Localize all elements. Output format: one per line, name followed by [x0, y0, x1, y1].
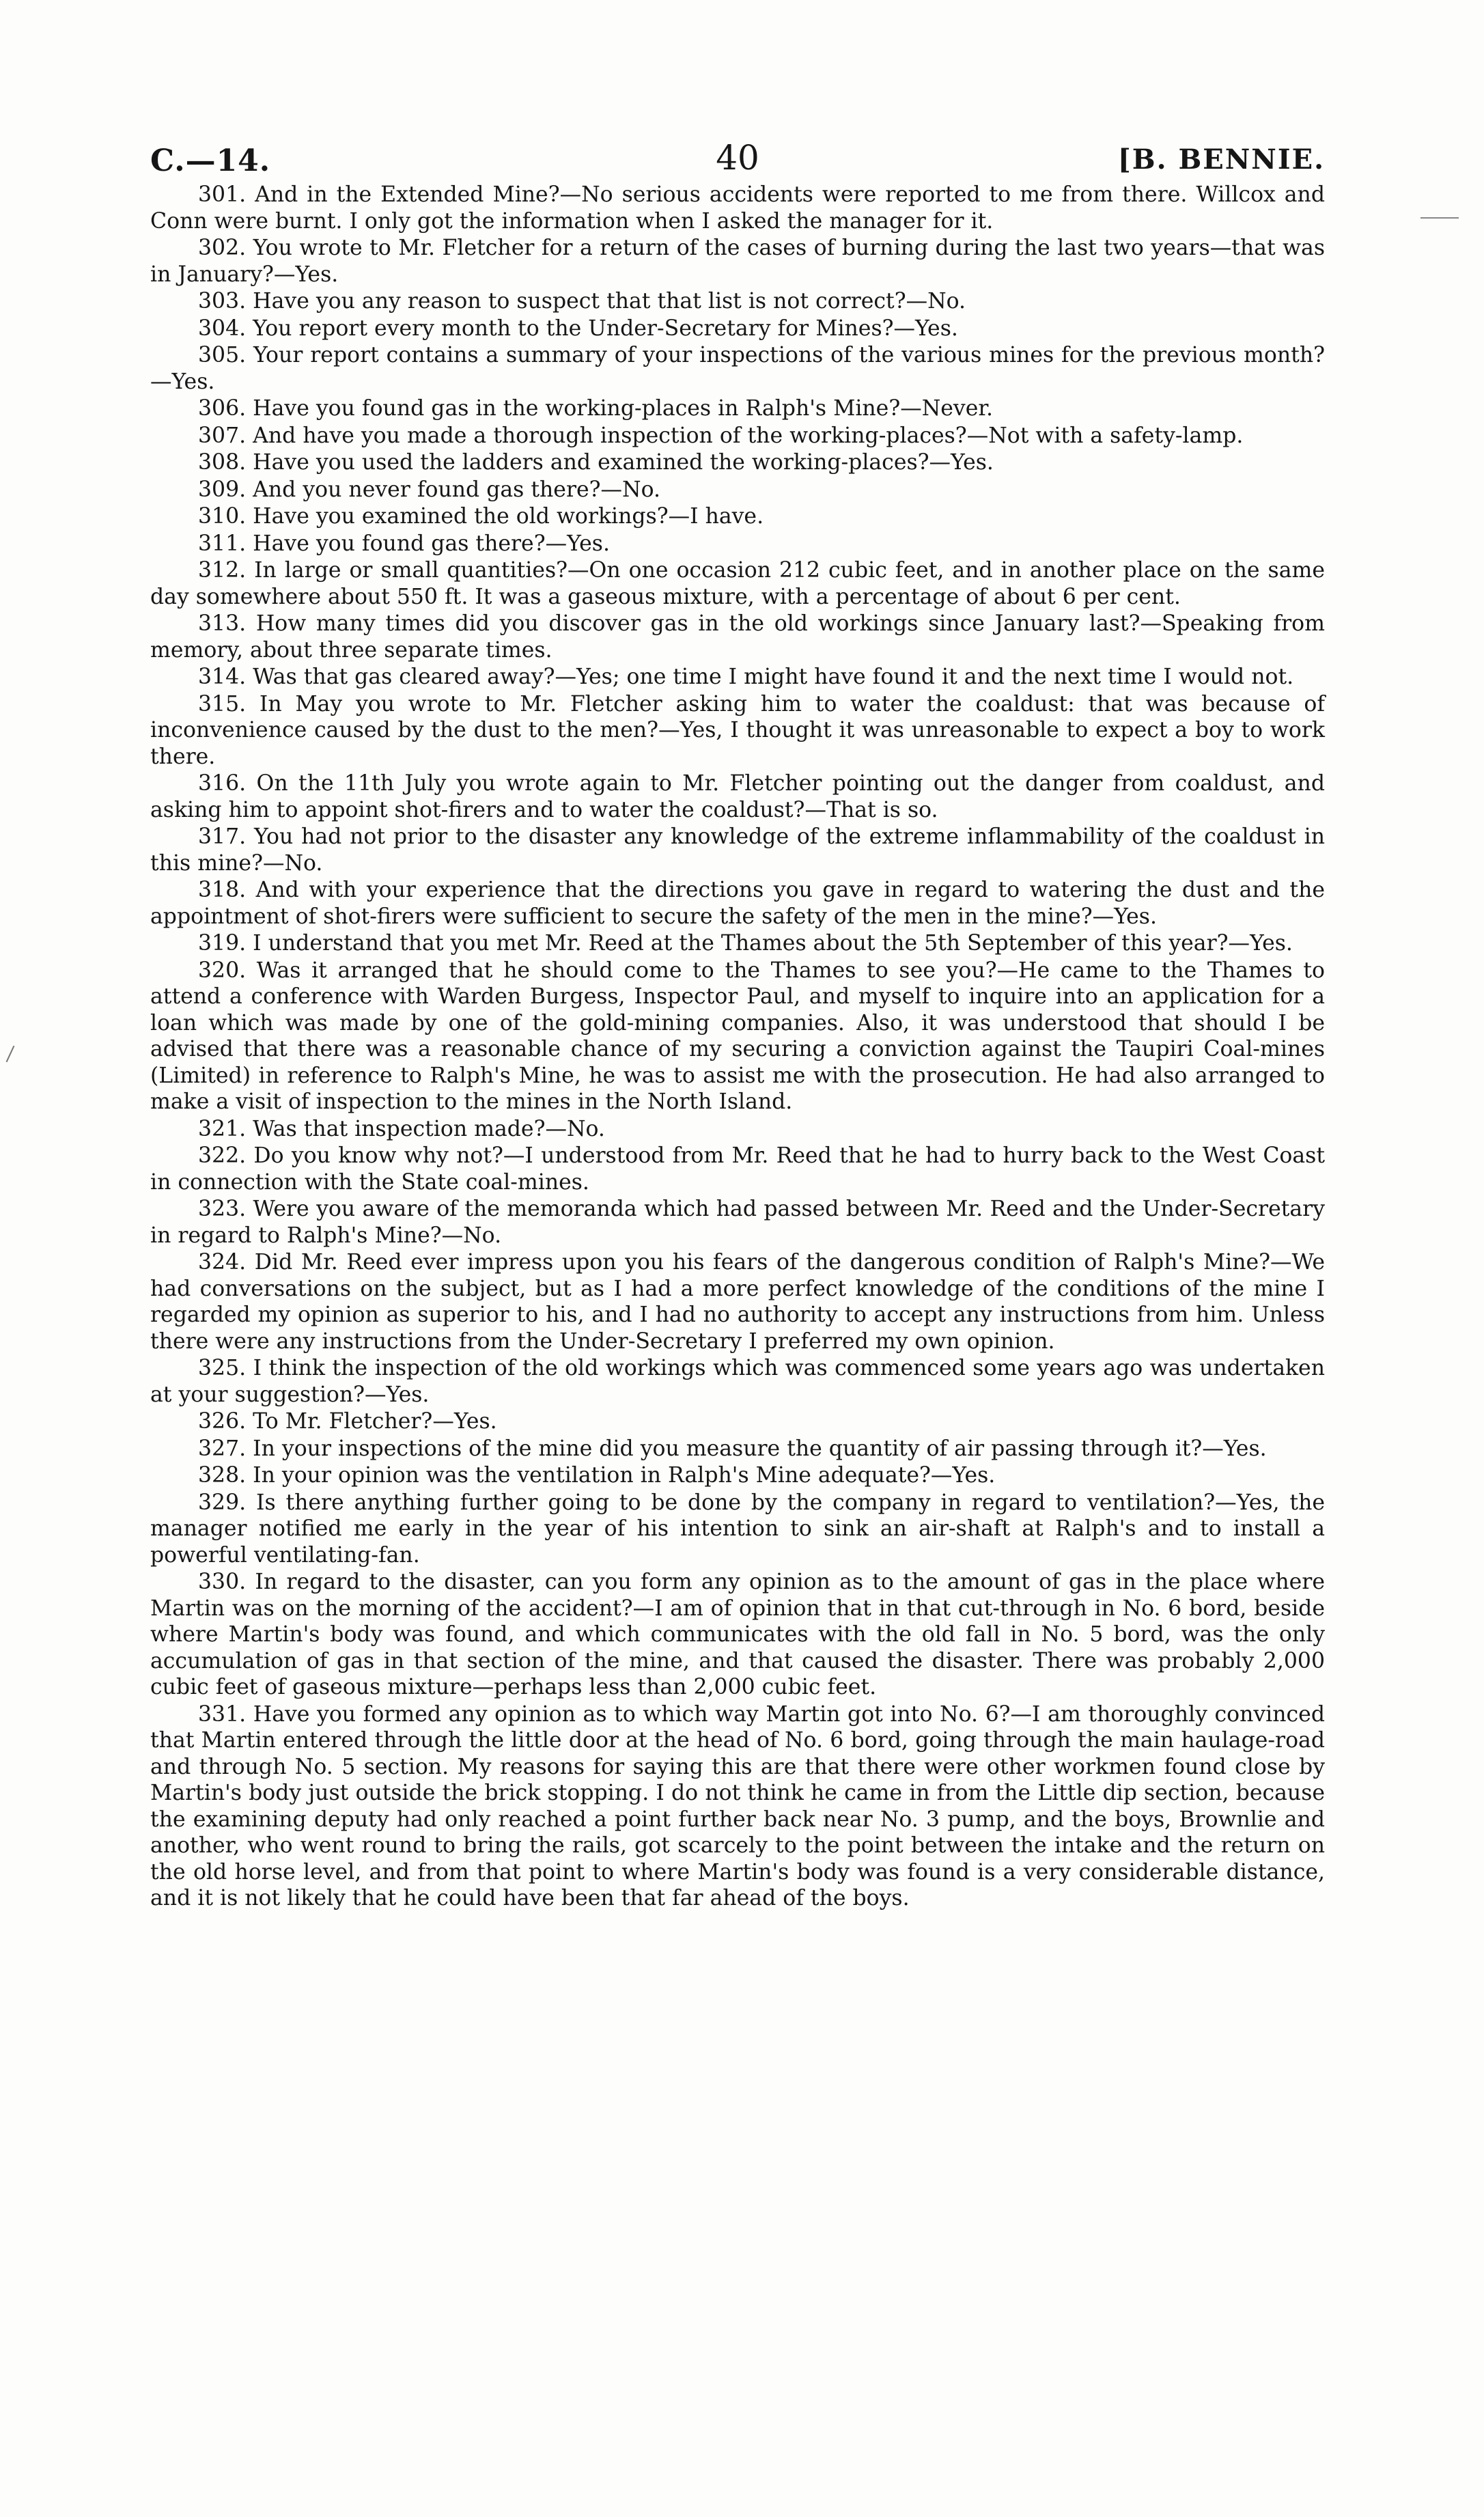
question-323: 323. Were you aware of the memoranda which had passed between Mr. Reed and the Under-Secretary in regard to Ralph's Mine?—No. — [150, 1197, 1325, 1248]
question-322: 322. Do you know why not?—I understood from Mr. Reed that he had to hurry back to the West Coast in connection with the State coal-mines. — [150, 1143, 1325, 1195]
document-page — [150, 102, 1325, 2476]
question-315: 315. In May you wrote to Mr. Fletcher asking him to water the coaldust: that was because of inconvenience caused by the dust to the men?—Yes, I thought it was unreasonable to expect a boy to work there. — [150, 691, 1325, 769]
question-301: 301. And in the Extended Mine?—No serious accidents were reported to me from there. Willcox and Conn were burnt. I only got the information when I asked the manager for it. — [150, 182, 1325, 234]
margin-tick-mark — [6, 1046, 15, 1062]
question-326: 326. To Mr. Fletcher?—Yes. — [198, 1409, 497, 1434]
question-329: 329. Is there anything further going to be done by the company in regard to ventilation?—Yes, the manager notified me early in the year of his intention to sink an air-shaft at Ralph's and to install a powerful ventilating-fan. — [150, 1490, 1325, 1568]
question-311: 311. Have you found gas there?—Yes. — [198, 531, 610, 556]
question-306: 306. Have you found gas in the working-places in Ralph's Mine?—Never. — [198, 396, 993, 421]
paper-code: C.—14. — [150, 143, 271, 178]
page-number: 40 — [716, 138, 759, 178]
question-304: 304. You report every month to the Under-Secretary for Mines?—Yes. — [198, 316, 958, 341]
question-310: 310. Have you examined the old workings?—I have. — [198, 504, 764, 529]
question-327: 327. In your inspections of the mine did you measure the quantity of air passing through it?—Yes. — [198, 1436, 1267, 1461]
question-312: 312. In large or small quantities?—On one occasion 212 cubic feet, and in another place on the same day somewhere about 550 ft. It was a gaseous mixture, with a percentage of about 6 per cent. — [150, 558, 1325, 609]
question-324: 324. Did Mr. Reed ever impress upon you his fears of the dangerous condition of Ralph's Mine?—We had conversations on the subject, but as I had a more perfect knowledge of the conditions of the mine I regarded my opinion as superior to his, and I had no authority to accept any instructions from him. Unless there were any instructions from the Under-Secretary I preferred my own opinion. — [150, 1250, 1325, 1354]
witness-name: [B. BENNIE. — [1117, 143, 1325, 176]
question-318: 318. And with your experience that the directions you gave in regard to watering the dust and the appointment of shot-firers were sufficient to secure the safety of the men in the mine?—Yes. — [150, 878, 1325, 929]
question-309: 309. And you never found gas there?—No. — [198, 477, 661, 502]
question-319: 319. I understand that you met Mr. Reed at the Thames about the 5th September of this year?—Yes. — [198, 931, 1293, 956]
question-302: 302. You wrote to Mr. Fletcher for a return of the cases of burning during the last two years—that was in January?—Yes. — [150, 236, 1325, 287]
question-314: 314. Was that gas cleared away?—Yes; one time I might have found it and the next time I would not. — [198, 665, 1294, 689]
question-307: 307. And have you made a thorough inspection of the working-places?—Not with a safety-lamp. — [198, 423, 1244, 448]
question-317: 317. You had not prior to the disaster any knowledge of the extreme inflammability of the coaldust in this mine?—No. — [150, 824, 1325, 876]
question-305: 305. Your report contains a summary of your inspections of the various mines for the previous month?—Yes. — [150, 343, 1325, 394]
question-331: 331. Have you formed any opinion as to which way Martin got into No. 6?—I am thoroughly convinced that Martin entered through the little door at the head of No. 6 bord, going through the main haulage-road and through No. 5 section. My reasons for saying this are that there were other workmen found close by Martin's body just outside the brick stopping. I do not think he came in from the Little dip section, because the examining deputy had only reached a point further back near No. 3 pump, and the boys, Brownlie and another, who went round to bring the rails, got scarcely to the point between the intake and the return on the old horse level, and from that point to where Martin's body was found is a very considerable distance, and it is not likely that he could have been that far ahead of the boys. — [150, 1701, 1325, 1910]
question-316: 316. On the 11th July you wrote again to Mr. Fletcher pointing out the danger from coaldust, and asking him to appoint shot-firers and to water the coaldust?—That is so. — [150, 771, 1325, 822]
question-313: 313. How many times did you discover gas in the old workings since January last?—Speaking from memory, about three separate times. — [150, 611, 1325, 663]
question-308: 308. Have you used the ladders and examined the working-places?—Yes. — [198, 450, 994, 475]
question-330: 330. In regard to the disaster, can you form any opinion as to the amount of gas in the place where Martin was on the morning of the accident?—I am of opinion that in that cut-through in No. 6 bord, beside where Martin's body was found, and which communicates with the old fall in No. 5 bord, was the only accumulation of gas in that section of the mine, and that caused the disaster. There was probably 2,000 cubic feet of gaseous mixture—perhaps less than 2,000 cubic feet. — [150, 1570, 1325, 1699]
question-303: 303. Have you any reason to suspect that that list is not correct?—No. — [198, 289, 966, 314]
testimony-body — [150, 182, 1325, 1912]
margin-dash-mark — [1420, 217, 1459, 219]
question-328: 328. In your opinion was the ventilation in Ralph's Mine adequate?—Yes. — [198, 1463, 996, 1488]
question-320: 320. Was it arranged that he should come to the Thames to see you?—He came to the Thames to attend a conference with Warden Burgess, Inspector Paul, and myself to inquire into an application for a loan which was made by one of the gold-mining companies. Also, it was understood that should I be advised that there was a reasonable chance of my securing a conviction against the Taupiri Coal-mines (Limited) in reference to Ralph's Mine, he was to assist me with the prosecution. He had also arranged to make a visit of inspection to the mines in the North Island. — [150, 958, 1325, 1114]
question-321: 321. Was that inspection made?—No. — [198, 1116, 605, 1141]
question-325: 325. I think the inspection of the old workings which was commenced some years ago was undertaken at your suggestion?—Yes. — [150, 1356, 1325, 1407]
page-header — [150, 102, 1325, 178]
